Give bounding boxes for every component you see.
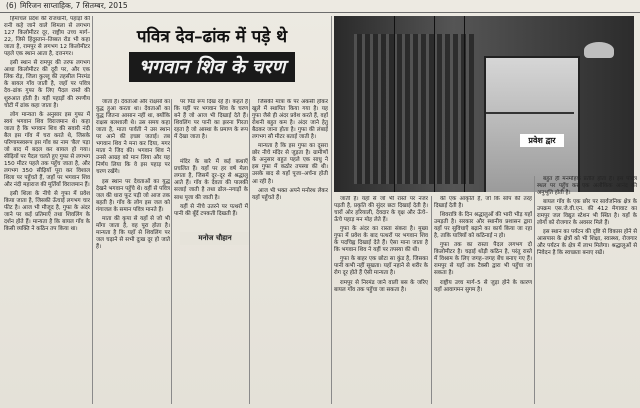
paragraph: जिसकी मात्रा के पर अकसी होकर खुले में स्थापित किया गया है। यह गुफा जैसे ही अंदर प्रवेश करते हैं, वहाँ रोशनी बहुत कम है। अंदर जाने हेतु बैठकर जाना होता है। गुफा की लंबाई लगभग सौ मीटर बताई जाती है। <box>252 99 328 141</box>
paragraph: माता की कृपा से यहाँ से जो भी माँगा जाता है, वह पूरा होता है। मान्यता है कि यहाँ से शिवलिंग पर जल चढ़ाने से सभी दुःख दूर हो जाते हैं। <box>96 215 170 250</box>
paragraph: हिमाचल प्रदेश की राजधानी, पहाड़ों की रानी कहे जाने वाले शिमला से लगभग 127 किलोमीटर दूर, राष्ट्रीय उच्च मार्ग–22, जिसे हिंदुस्तान–तिब्बत रोड भी कहा जाता है, रामपुर से लगभग 12 किलोमीटर पहले एक स्थान आता है, दत्तनगर। <box>4 16 90 58</box>
cave-door-image <box>484 56 580 192</box>
paragraph: जाता है। देवताओं और राक्षसों का युद्ध हुआ करता था। देवताओं का युद्ध जितना आसान नहीं था, क्योंकि राक्षस बलशाली थे। उस समय कहा जाता है, माता पार्वती ने उस स्थान पर आने की इच्छा जताई। तब भगवान शिव ने मना कर दिया, मगर माता ने जिद की। भगवान शिव ने उनसे आग्रह को मान लिया और यह निर्णय लिया कि वे इस पहाड़ पर चरण रखेंगे। <box>96 99 170 176</box>
paragraph: इस स्थान पर देवताओं का युद्ध देखने भगवान पहुँचे थे। वहीं से पवित्र जल की धारा फूट पड़ी जो आज तक बहती है। गाँव के लोग इस जल को गंगाजल के समान पवित्र मानते हैं। <box>96 178 170 213</box>
publication-date: मिरिजन साप्ताहिक, 7 सितम्बर, 2015 <box>20 1 128 10</box>
paragraph: शिवरात्रि के दिन श्रद्धालुओं की भारी भीड़ यहाँ उमड़ती है। सरकार और स्थानीय प्रशासन द्वारा यहाँ पर सुविधाएँ बढ़ाने का कार्य किया जा रहा है, ताकि यात्रियों को कठिनाई न हो। <box>434 212 532 240</box>
paragraph: की एक आकृति है, जो कि साँप की तरह दिखाई देती है। <box>434 196 532 210</box>
column-divider <box>534 176 535 404</box>
paragraph: लोग मान्यता के अनुसार इस गुफा में स्वयं भगवान शिव विराजमान थे। कहा जाता है कि भगवान शिव की सवारी नंदी बैल इस गाँव में चरा करते थे, जिसके परिणामस्वरूप इस गाँव का नाम 'बैल' पड़ा जो बाद में बदल कर बायल हो गया। सीढ़ियों पर पैदल चलते हुए गुफा से लगभग 150 मीटर पहले तक पहुँच जाता है, और लगभग 350 सीढ़ियाँ पूरा कर विशाल शिला पर पहुँचते हैं, जहाँ पर भगवान शिव और नंदी महाराज की मूर्तियाँ विराजमान हैं। <box>4 111 90 189</box>
article-column-2 <box>96 99 170 404</box>
paragraph: आज भी भक्त अपने मनोरथ लेकर यहाँ पहुँचते हैं। <box>252 187 328 201</box>
headline-line-2: भगवान शिव के चरण <box>129 52 296 82</box>
lamp-icon <box>584 42 614 58</box>
paragraph: मान्यता है कि इस गुफा का दूसरा छोर नीचे मंदिर से जुड़ता है। ग्रामीणों के अनुसार बहुत पहले एक साधु ने इस गुफा में कठोर तपस्या की थी। उसके बाद से यहाँ पूजा–अर्चना होती आ रही है। <box>252 143 328 185</box>
byline: मनोज चौहान <box>180 232 250 245</box>
hanging-bells-image <box>354 34 474 184</box>
paragraph: इसी स्थान से रामपुर की तरफ लगभग आधा किलोमीटर की दूरी पर, और एक लिंक रोड़, जिला कुल्लू की तहसील निरमंड के बायल गाँव जाती है, जहाँ पर पवित्र देव–ढांक गुफा के लिए पैदल रास्ते की शुरुआत होती है। यहीं पहाड़ों की रमणीय चोटी में ढांक कहा जाता है। <box>4 60 90 109</box>
paragraph: इसी शिला के नीचे से गुफा में प्रवेश किया जाता है, जिसकी ऊँचाई लगभग चार फीट है। आज भी मौजूद है, गुफा के अंदर जाने पर कई प्रतिमाएँ तथा शिवलिंग के दर्शन होते हैं। मान्यता है कि बायल गाँव के किसी व्यक्ति ने कठिन तप किया था। <box>4 191 90 233</box>
headline-box <box>96 16 328 92</box>
column-divider <box>331 16 332 404</box>
headline-line-1: पवित्र देव–ढांक में पड़े थे <box>136 27 288 47</box>
article-column-4 <box>252 99 328 404</box>
article-column-5 <box>334 196 428 404</box>
paragraph: यहीं से नीचे उतरने पर पत्थरों में पानी की बूँदें टपकती दिखती हैं। <box>174 203 248 217</box>
article-column-1 <box>4 16 90 404</box>
paragraph: पर पिंड रूप दिख रहे हैं। कहते हैं कि यहीं पर भगवान शिव के चरण बने हैं जो आज भी दिखाई देते हैं। शिवलिंग पर पानी का झरना गिरता रहता है जो आस्था के प्रमाण के रूप में देखा जाता है। <box>174 99 248 141</box>
column-divider <box>249 99 250 404</box>
page-header <box>0 0 640 13</box>
article-column-7 <box>537 176 637 404</box>
column-divider <box>171 99 172 404</box>
paragraph: बायल गाँव के एक छोर पर सार्वजनिक क्षेत्र के उपक्रम एस.जे.वी.एन. की 412 मेगावाट का रामपुर जल विद्युत स्टेशन भी स्थित है। यहाँ के लोगों को रोजगार के अवसर मिले हैं। <box>537 199 637 227</box>
paragraph: गुफा के अंदर का रास्ता संकरा है। मुख्य गुफा में प्रवेश के बाद पत्थरों पर भगवान शिव के पदचिह्न दिखाई देते हैं। ऐसा माना जाता है कि भगवान शिव ने यहीं पर तपस्या की थी। <box>334 226 428 254</box>
cave-entrance-photo <box>334 16 634 192</box>
entrance-sign: प्रवेश द्वार <box>520 134 564 147</box>
paragraph: इस स्थान का पर्यटन की दृष्टि से विकास होने से आसपास के क्षेत्रों को भी शिक्षा, स्वास्थ्य, रोजगार और पर्यटन के क्षेत्र में लाभ मिलेगा। श्रद्धालुओं से निवेदन है कि स्वच्छता बनाए रखें। <box>537 229 637 257</box>
column-divider <box>92 16 93 404</box>
article-column-6 <box>434 196 532 404</box>
column-divider <box>431 196 432 404</box>
paragraph: बहुत ही मनमोहक प्रतीत होता है। इस पवित्र स्थल पर पहुँच कर एक अलौकिक आनंद की अनुभूति होती है। <box>537 176 637 197</box>
paragraph: गुफा के बाहर एक छोटा सा कुंड है, जिसका पानी कभी नहीं सूखता। यहाँ नहाने से शरीर के रोग दूर होते हैं ऐसी मान्यता है। <box>334 256 428 277</box>
paragraph: रामपुर से निरमंड जाने वाली बस के जरिए बायल गाँव तक पहुँचा जा सकता है। <box>334 279 428 293</box>
paragraph: जाती है। यहाँ से जो भी रास्ते पर नजर पड़ती है, प्रकृति की सुंदर छटा दिखाई देती है। चारों ओर हरियाली, देवदार के वृक्ष और ऊँचे–ऊँचे पहाड़ मन मोह लेते हैं। <box>334 196 428 224</box>
article-column-3 <box>174 99 248 404</box>
page-number: (6) <box>6 1 17 10</box>
paragraph: राष्ट्रीय उच्च मार्ग–5 से जुड़ा होने के कारण यहाँ आवागमन सुगम है। <box>434 279 532 293</box>
paragraph: गुफा तक का रास्ता पैदल लगभग दो किलोमीटर है। चढ़ाई थोड़ी कठिन है, परंतु रास्ते में विश्राम के लिए जगह–जगह बेंच बनाए गए हैं। रामपुर से यहाँ तक टैक्सी द्वारा भी पहुँचा जा सकता है। <box>434 242 532 277</box>
paragraph: मंदिर के बारे में कई कथाएँ प्रचलित हैं। यहाँ पर हर वर्ष मेला लगता है, जिसमें दूर–दूर से श्रद्धालु आते हैं। गाँव के देवता की पालकी सजाई जाती है तथा ढोल–नगाड़ों के साथ पूजा की जाती है। <box>174 159 248 201</box>
